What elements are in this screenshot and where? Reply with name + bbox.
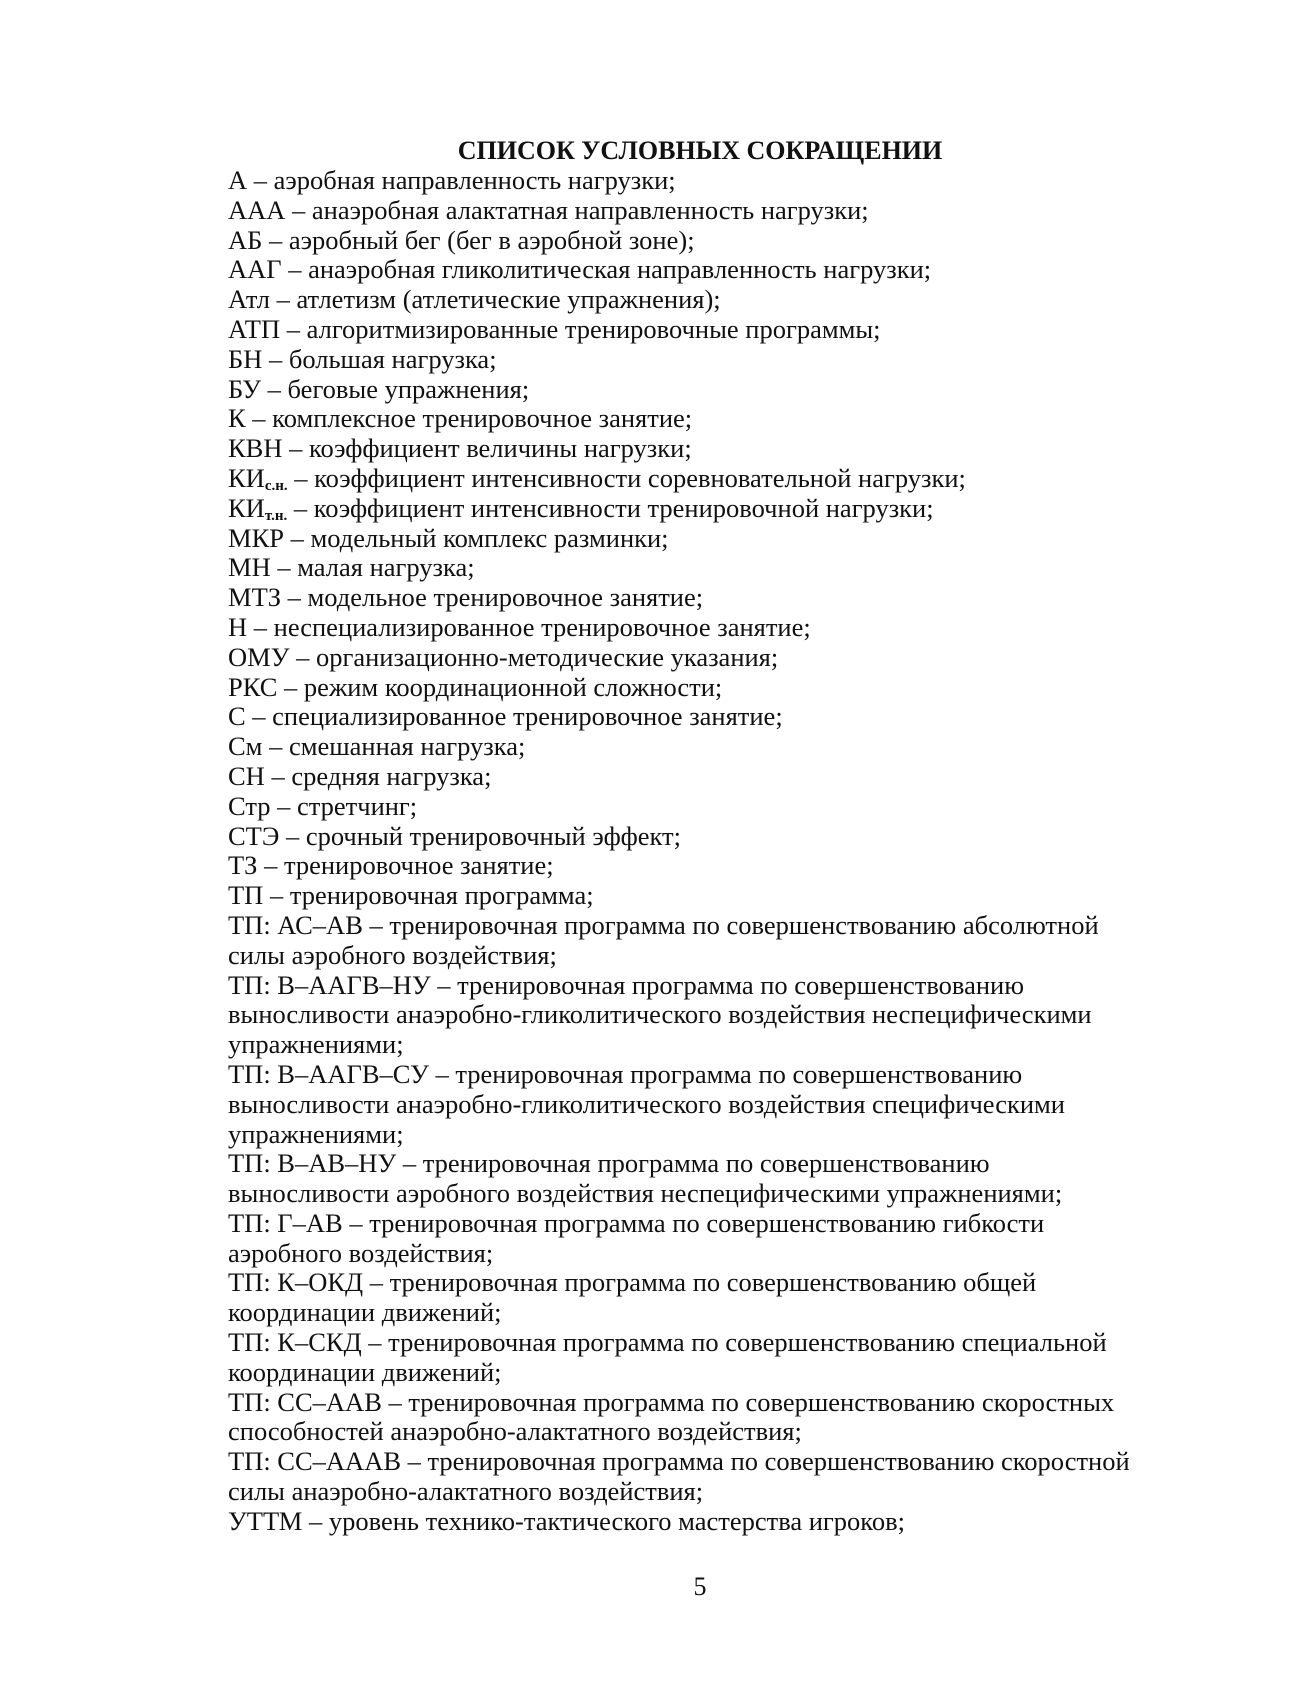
entry-line: силы анаэробно-алактатного воздействия; xyxy=(228,1476,704,1507)
list-item xyxy=(228,1060,1228,1149)
list-item xyxy=(228,315,1228,345)
entry-line: АБ – аэробный бег (бег в аэробной зоне); xyxy=(228,224,695,255)
list-item xyxy=(228,911,1228,971)
entry-line: БУ – беговые упражнения; xyxy=(228,373,530,404)
entry-line: КВН – коэффициент величины нагрузки; xyxy=(228,433,692,464)
entry-line: Атл – атлетизм (атлетические упражнения); xyxy=(228,284,721,315)
entry-line: РКС – режим координационной сложности; xyxy=(228,671,723,702)
list-item xyxy=(228,524,1228,554)
entry-line: Стр – стретчинг; xyxy=(228,790,418,821)
entry-line: упражнениями; xyxy=(228,1029,404,1060)
list-item xyxy=(228,375,1228,405)
list-item xyxy=(228,1328,1228,1388)
list-item xyxy=(228,792,1228,822)
list-item xyxy=(228,1149,1228,1209)
abbreviation-list xyxy=(228,166,1228,1537)
entry-line: ААА – анаэробная алактатная направленность нагрузки; xyxy=(228,194,869,225)
entry-line: СТЭ – срочный тренировочный эффект; xyxy=(228,820,681,851)
list-item xyxy=(228,226,1228,256)
list-item xyxy=(228,583,1228,613)
list-item xyxy=(228,1447,1228,1507)
list-item xyxy=(228,166,1228,196)
list-item xyxy=(228,702,1228,732)
list-item xyxy=(228,673,1228,703)
entry-line: аэробного воздействия; xyxy=(228,1237,494,1268)
abbreviation-subscript: с.н. xyxy=(264,477,288,494)
entry-line: С – специализированное тренировочное занятие; xyxy=(228,701,783,732)
entry-line: координации движений; xyxy=(228,1297,502,1328)
entry-line: Н – неспециализированное тренировочное занятие; xyxy=(228,611,811,642)
list-item xyxy=(228,822,1228,852)
entry-line: ТП: В–ААГВ–СУ – тренировочная программа по совершенствованию xyxy=(228,1058,1023,1089)
entry-line: выносливости анаэробно-гликолитического воздействия неспецифическими xyxy=(228,999,1092,1030)
definition: – коэффициент интенсивности тренировочной нагрузки; xyxy=(287,492,934,523)
entry-line: ТП: АС–АВ – тренировочная программа по совершенствованию абсолютной xyxy=(228,909,1099,940)
list-item xyxy=(228,1388,1228,1448)
entry-line: выносливости анаэробно-гликолитического воздействия специфическими xyxy=(228,1088,1065,1119)
page-number: 5 xyxy=(693,1572,707,1601)
entry-line: БН – большая нагрузка; xyxy=(228,343,497,374)
list-item xyxy=(228,971,1228,1060)
entry-line: выносливости аэробного воздействия неспецифическими упражнениями; xyxy=(228,1178,1063,1209)
definition: – коэффициент интенсивности соревновательной нагрузки; xyxy=(287,462,966,493)
abbreviation-subscript: т.н. xyxy=(264,507,288,524)
entry-line: А – аэробная направленность нагрузки; xyxy=(228,165,676,195)
entry-line xyxy=(228,464,1228,494)
entry-line: ТП – тренировочная программа; xyxy=(228,880,594,911)
entry-line: См – смешанная нагрузка; xyxy=(228,731,526,762)
entry-line: ТП: СС–АААВ – тренировочная программа по совершенствованию скоростной xyxy=(228,1446,1130,1477)
list-item xyxy=(228,434,1228,464)
list-item xyxy=(228,255,1228,285)
entry-line: ТП: СС–ААВ – тренировочная программа по совершенствованию скоростных xyxy=(228,1386,1115,1417)
list-item xyxy=(228,553,1228,583)
entry-line: К – комплексное тренировочное занятие; xyxy=(228,403,693,434)
entry-line: МН – малая нагрузка; xyxy=(228,552,475,583)
list-item xyxy=(228,494,1228,524)
list-item xyxy=(228,345,1228,375)
entry-line: МКР – модельный комплекс разминки; xyxy=(228,522,669,553)
entry-line: способностей анаэробно-алактатного воздействия; xyxy=(228,1416,802,1447)
entry-line: силы аэробного воздействия; xyxy=(228,939,557,970)
entry-line: ОМУ – организационно-методические указания; xyxy=(228,641,779,672)
list-item xyxy=(228,613,1228,643)
entry-line: ААГ – анаэробная гликолитическая направленность нагрузки; xyxy=(228,254,932,285)
list-item xyxy=(228,1209,1228,1269)
abbreviation: КИ xyxy=(228,462,265,493)
list-item xyxy=(228,1268,1228,1328)
entry-line: СН – средняя нагрузка; xyxy=(228,760,492,791)
abbreviation: КИ xyxy=(228,492,265,523)
list-item xyxy=(228,285,1228,315)
entry-line: упражнениями; xyxy=(228,1118,404,1149)
entry-line: ТЗ – тренировочное занятие; xyxy=(228,850,554,881)
list-item xyxy=(228,881,1228,911)
list-item xyxy=(228,464,1228,494)
entry-line: МТЗ – модельное тренировочное занятие; xyxy=(228,582,704,613)
list-item xyxy=(228,643,1228,673)
entry-line: ТП: В–АВ–НУ – тренировочная программа по совершенствованию xyxy=(228,1148,990,1179)
entry-line: УТТМ – уровень технико-тактического мастерства игроков; xyxy=(228,1505,905,1536)
entry-line: координации движений; xyxy=(228,1356,502,1387)
list-item xyxy=(228,732,1228,762)
entry-line xyxy=(228,494,1228,524)
list-item xyxy=(228,196,1228,226)
list-item xyxy=(228,851,1228,881)
entry-line: АТП – алгоритмизированные тренировочные программы; xyxy=(228,313,881,344)
entry-line: ТП: К–ОКД – тренировочная программа по совершенствованию общей xyxy=(228,1267,1037,1298)
list-item xyxy=(228,404,1228,434)
entry-line: ТП: К–СКД – тренировочная программа по совершенствованию специальной xyxy=(228,1327,1107,1358)
list-item xyxy=(228,762,1228,792)
list-item xyxy=(228,1507,1228,1537)
entry-line: ТП: Г–АВ – тренировочная программа по совершенствованию гибкости xyxy=(228,1207,1045,1238)
page-title: СПИСОК УСЛОВНЫХ СОКРАЩЕНИИ xyxy=(457,136,943,165)
entry-line: ТП: В–ААГВ–НУ – тренировочная программа по совершенствованию xyxy=(228,969,1025,1000)
